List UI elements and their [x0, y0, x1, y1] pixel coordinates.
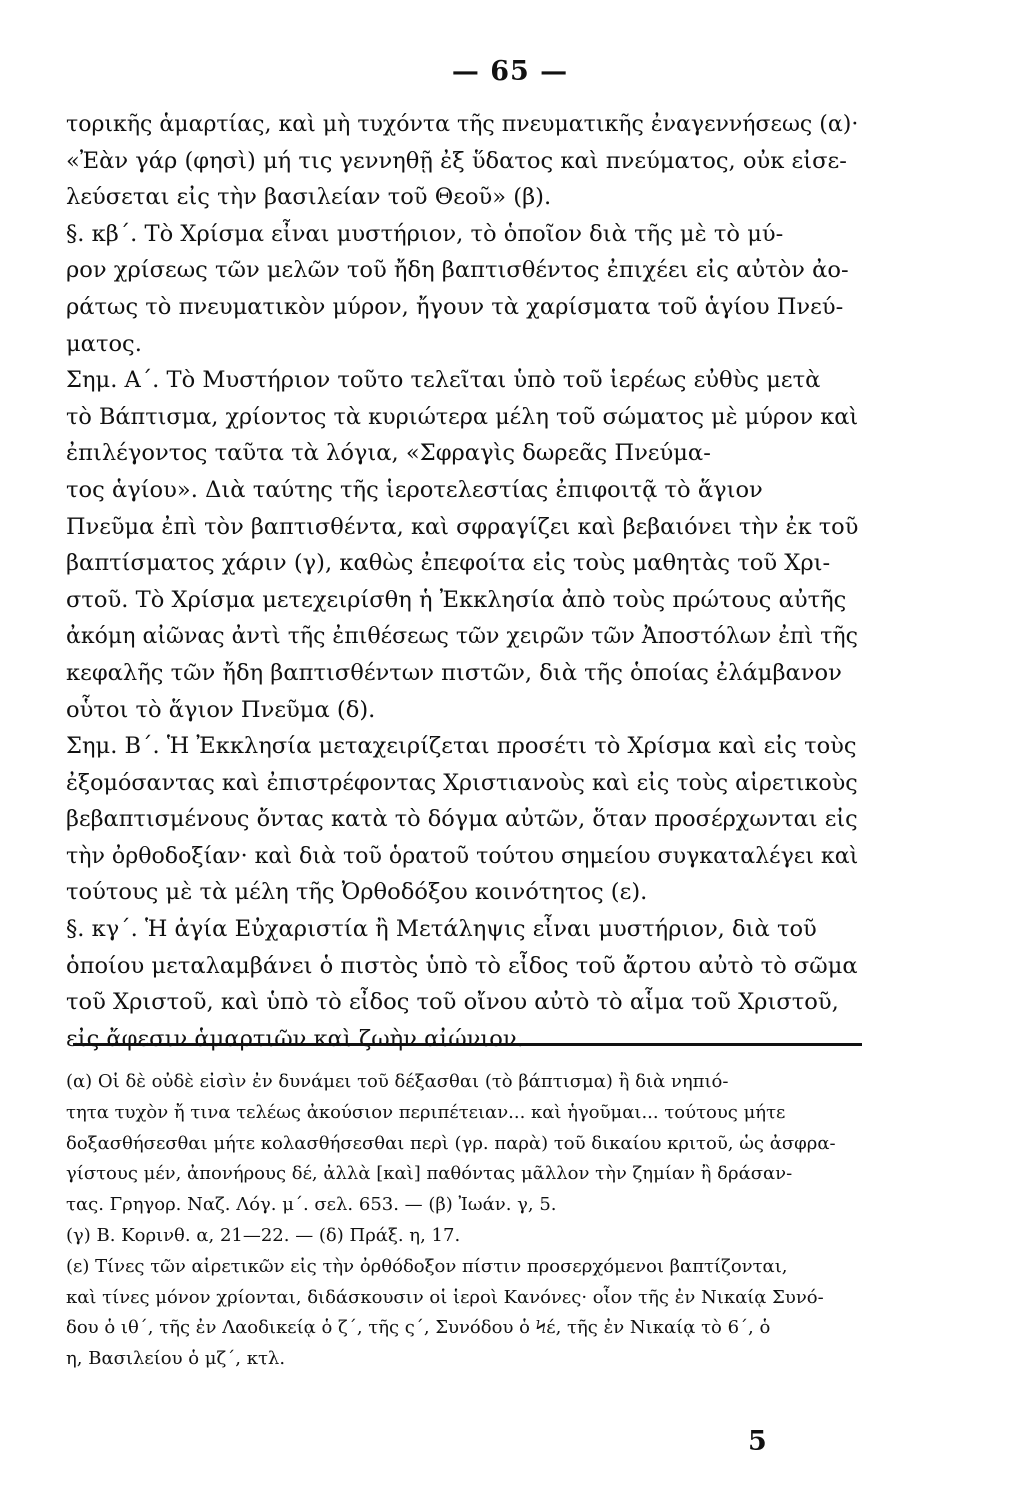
text-line: τορικῆς ἁμαρτίας, καὶ μὴ τυχόντα τῆς πνευματικῆς ἐναγεννήσεως (α)·	[66, 111, 859, 137]
text-line: βαπτίσματος χάριν (γ), καθὼς ἐπεφοίτα εἰς τοὺς μαθητὰς τοῦ Χρι-	[66, 550, 831, 577]
footnote-divider	[73, 1043, 862, 1046]
text-line: ἀκόμη αἰῶνας ἀντὶ τῆς ἐπιθέσεως τῶν χειρῶν τῶν Ἀποστόλων ἐπὶ τῆς	[66, 623, 858, 650]
text-line: τὸ Βάπτισμα, χρίοντος τὰ κυριώτερα μέλη τοῦ σώματος μὲ μύρον καὶ	[66, 403, 859, 430]
text-line: ματος.	[66, 330, 142, 357]
footnote-line: τας. Γρηγορ. Ναζ. Λόγ. μ΄. σελ. 653. — (β) Ἰωάν. γ, 5.	[66, 1194, 557, 1216]
footnote-line: τητα τυχὸν ἤ τινα τελέως ἀκούσιον περιπέτειαν... καὶ ἡγοῦμαι... τούτους μήτε	[66, 1101, 786, 1123]
text-line: κεφαλῆς τῶν ἤδη βαπτισθέντων πιστῶν, διὰ τῆς ὁποίας ἐλάμβανον	[66, 659, 842, 686]
text-line: οὗτοι τὸ ἅγιον Πνεῦμα (δ).	[66, 696, 376, 723]
main-text	[66, 106, 858, 1057]
text-line: §. κγ΄. Ἡ ἁγία Εὐχαριστία ἢ Μετάληψις εἶναι μυστήριον, διὰ τοῦ	[66, 916, 817, 943]
text-line: εἰς ἄφεσιν ἁμαρτιῶν καὶ ζωὴν αἰώνιον.	[66, 1025, 524, 1052]
footnote-line: δοξασθήσεσθαι μήτε κολασθήσεσθαι περὶ (γρ. παρὰ) τοῦ δικαίου κριτοῦ, ὡς ἀσφρα-	[66, 1132, 836, 1154]
footnote-line: η, Βασιλείου ὁ μζ΄, κτλ.	[66, 1348, 286, 1370]
text-line: βεβαπτισμένους ὄντας κατὰ τὸ δόγμα αὐτῶν, ὅταν προσέρχωνται εἰς	[66, 806, 858, 833]
text-line: τούτους μὲ τὰ μέλη τῆς Ὀρθοδόξου κοινότητος (ε).	[66, 879, 648, 906]
footnote-line: δου ὁ ιθ΄, τῆς ἐν Λαοδικείᾳ ὁ ζ΄, τῆς ς΄, Συνόδου ὁ Ϟέ, τῆς ἐν Νικαίᾳ τὸ 6΄, ὁ	[66, 1317, 771, 1339]
footnote-line: (γ) Β. Κορινθ. α, 21—22. — (δ) Πράξ. η, 17.	[66, 1224, 461, 1246]
footnotes	[66, 1067, 858, 1375]
text-line: ράτως τὸ πνευματικὸν μύρον, ἤγουν τὰ χαρίσματα τοῦ ἁγίου Πνεύ-	[66, 293, 844, 320]
footnote-line: γίστους μέν, ἀπονήρους δέ, ἀλλὰ [καὶ] παθόντας μᾶλλον τὴν ζημίαν ἢ δράσαν-	[66, 1163, 793, 1185]
text-line: λεύσεται εἰς τὴν βασιλείαν τοῦ Θεοῦ» (β).	[66, 184, 552, 211]
text-line: «Ἐὰν γάρ (φησὶ) μή τις γεννηθῇ ἐξ ὕδατος καὶ πνεύματος, οὐκ εἰσε-	[66, 147, 847, 174]
text-line: τὴν ὀρθοδοξίαν· καὶ διὰ τοῦ ὁρατοῦ τούτου σημείου συγκαταλέγει καὶ	[66, 842, 859, 869]
text-line: Σημ. Α΄. Τὸ Μυστήριον τοῦτο τελεῖται ὑπὸ τοῦ ἱερέως εὐθὺς μετὰ	[66, 367, 821, 394]
text-line: Πνεῦμα ἐπὶ τὸν βαπτισθέντα, καὶ σφραγίζει καὶ βεβαιόνει τὴν ἐκ τοῦ	[66, 513, 859, 540]
text-line: Σημ. Β΄. Ἡ Ἐκκλησία μεταχειρίζεται προσέτι τὸ Χρίσμα καὶ εἰς τοὺς	[66, 733, 857, 760]
text-line: στοῦ. Τὸ Χρίσμα μετεχειρίσθη ἡ Ἐκκλησία ἀπὸ τοὺς πρώτους αὐτῆς	[66, 586, 847, 613]
text-line: ἐπιλέγοντος ταῦτα τὰ λόγια, «Σφραγὶς δωρεᾶς Πνεύμα-	[66, 440, 711, 467]
footnote-line: (α) Οἱ δὲ οὐδὲ εἰσὶν ἐν δυνάμει τοῦ δέξασθαι (τὸ βάπτισμα) ἢ διὰ νηπιό-	[66, 1071, 729, 1092]
text-line: τος ἁγίου». Διὰ ταύτης τῆς ἱεροτελεστίας ἐπιφοιτᾷ τὸ ἅγιον	[66, 476, 763, 503]
text-line: §. κβ΄. Τὸ Χρίσμα εἶναι μυστήριον, τὸ ὁποῖον διὰ τῆς μὲ τὸ μύ-	[66, 220, 784, 247]
footnote-line: καὶ τίνες μόνον χρίονται, διδάσκουσιν οἱ ἱεροὶ Κανόνες· οἷον τῆς ἐν Νικαίᾳ Συνό-	[66, 1286, 824, 1308]
text-line: ὁποίου μεταλαμβάνει ὁ πιστὸς ὑπὸ τὸ εἶδος τοῦ ἄρτου αὐτὸ τὸ σῶμα	[66, 952, 858, 979]
footnote-line: (ε) Τίνες τῶν αἱρετικῶν εἰς τὴν ὀρθόδοξον πίστιν προσερχόμενοι βαπτίζονται,	[66, 1255, 788, 1277]
text-line: τοῦ Χριστοῦ, καὶ ὑπὸ τὸ εἶδος τοῦ οἴνου αὐτὸ τὸ αἷμα τοῦ Χριστοῦ,	[66, 989, 839, 1016]
page-number: — 65 —	[451, 56, 569, 87]
text-line: ρον χρίσεως τῶν μελῶν τοῦ ἤδη βαπτισθέντος ἐπιχέει εἰς αὐτὸν ἀο-	[66, 257, 849, 284]
text-line: ἐξομόσαντας καὶ ἐπιστρέφοντας Χριστιανοὺς καὶ εἰς τοὺς αἱρετικοὺς	[66, 769, 858, 796]
signature-mark: 5	[748, 1426, 767, 1457]
